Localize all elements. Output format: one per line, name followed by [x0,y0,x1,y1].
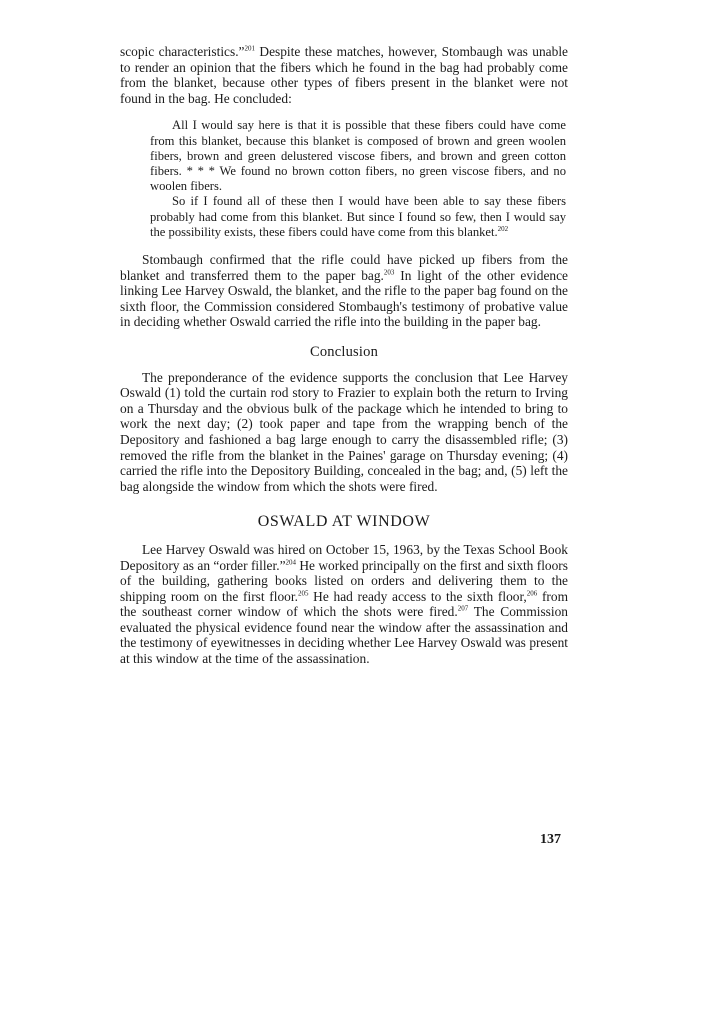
page-body [120,44,568,667]
footnote-ref-205: 205 [297,589,309,598]
paragraph-oswald-hired [120,542,568,667]
paragraph-stombaugh-confirmed [120,252,568,330]
paragraph-conclusion: The preponderance of the evidence supports the conclusion that Lee Harvey Oswald (1) told the curtain rod story to Frazier to explain both the return to Irving on a Thursday and the obvious bulk of the package which he intended to bring to work the next day; (2) took paper and tape from the wrapping bench of the Depository and fashioned a bag large enough to carry the disassembled rifle; (3) removed the rifle from the blanket in the Paines' garage on Thursday evening; (4) carried the rifle into the Depository Building, concealed in the bag; and, (5) left the bag alongside the window from which the shots were fired. [120,369,568,494]
conclusion-heading: Conclusion [309,343,379,360]
quote-paragraph-1: All I would say here is that it is possible that these fibers could have come from this blanket, because this blanket is composed of brown and green woolen fibers, brown and green delustered viscose fibers, and brown and green cotton fibers. * * * We found no brown cotton fibers, no green viscose fibers, and no woolen fibers. [150,118,566,194]
footnote-ref-202: 202 [497,224,509,233]
text-run: Despite these matches, however, Stombaugh was unable to render an opinion that the fibers which he found in the bag had probably come from the blanket, because other types of fibers present in the blanket were not found in the bag. He concluded: [120,44,568,106]
page-number: 137 [540,832,561,847]
text-run: Stombaugh confirmed that the rifle could have picked up fibers from the blanket and transferred them to the paper bag. [120,252,568,283]
text-run: The Commission evaluated the physical evidence found near the window after the assassination and the testimony of eyewitnesses in deciding whether Lee Harvey Oswald was present at this window at the time of the assassination. [120,604,568,667]
footnote-ref-207: 207 [457,604,469,613]
text-run: He worked principally on the first and sixth floors of the building, gathering books listed on orders and delivering them to the shipping room on the first floor. [120,557,568,604]
footnote-ref-204: 204 [285,558,297,567]
text-run: He had ready access to the sixth floor, [308,588,527,604]
quote-paragraph-2 [150,194,566,240]
text-run: In light of the other evidence linking Lee Harvey Oswald, the blanket, and the rifle to the paper bag found on the sixth floor, the Commission considered Stombaugh's testimony of probative value in deciding whether Oswald carried the rifle into the building in the paper bag. [120,267,568,330]
block-quote [150,118,566,240]
footnote-ref-203: 203 [383,268,395,277]
text-run: from the southeast corner window of which the shots were fired. [120,588,568,620]
text-run: So if I found all of these then I would have been able to say these fibers probably had come from this blanket. But since I found so few, then I would say the possibility exists, these fibers could have come from this blanket. [150,194,566,239]
text-run: Lee Harvey Oswald was hired on October 15, 1963, by the Texas School Book Depository as an “order filler.” [120,541,568,573]
footnote-ref-201: 201 [244,44,255,53]
section-heading-oswald-at-window: OSWALD AT WINDOW [257,513,431,531]
text-run: scopic characteristics.” [120,44,245,59]
paragraph-fiber-matches [120,44,568,106]
footnote-ref-206: 206 [526,589,538,598]
